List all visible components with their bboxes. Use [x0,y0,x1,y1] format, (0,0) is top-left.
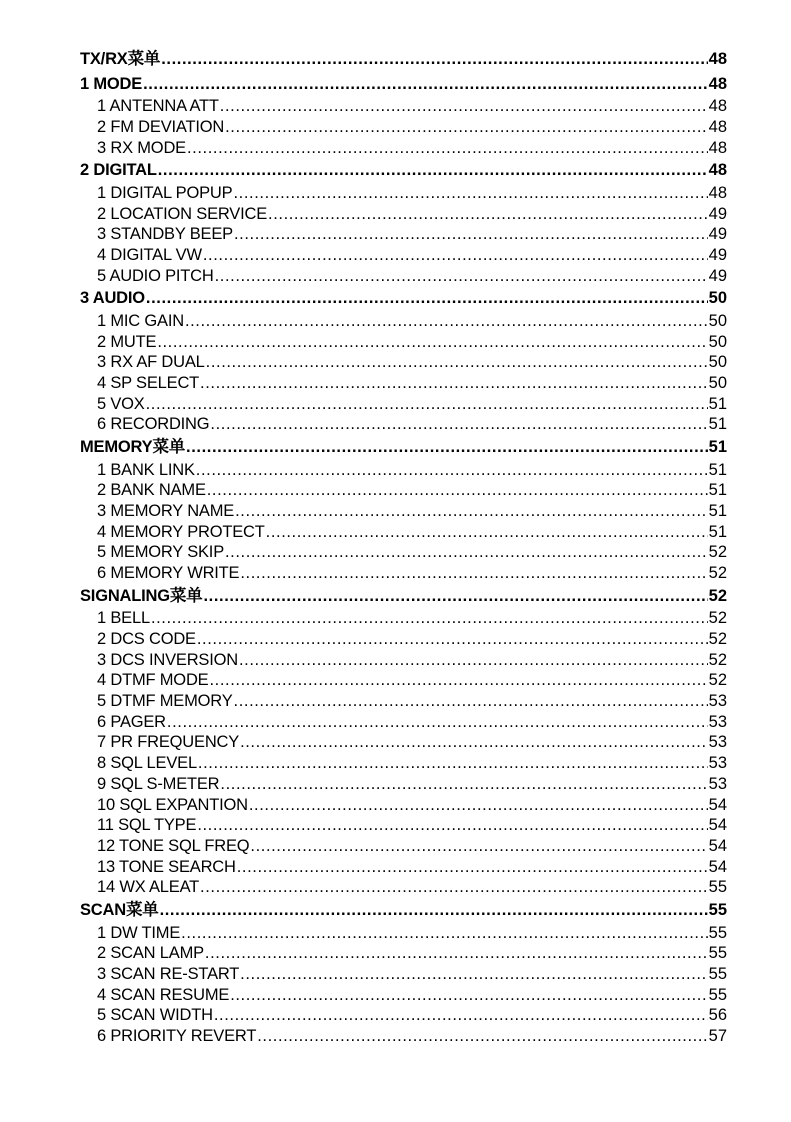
toc-entry-label: 5 VOX [97,394,145,413]
toc-entry-6-recording[interactable] [80,414,727,435]
dot-leader [203,245,708,266]
toc-entry-9-sql-s-meter[interactable] [80,774,727,795]
toc-page-number: 55 [708,900,727,919]
toc-entry-11-sql-type[interactable] [80,815,727,836]
toc-entry-3-memory-name[interactable] [80,501,727,522]
dot-leader [200,877,708,898]
dot-leader [157,332,707,353]
toc-entry-1-bank-link[interactable] [80,460,727,481]
toc-section-memory[interactable] [80,435,727,460]
toc-entry-5-dtmf-memory[interactable] [80,691,727,712]
toc-page-number: 50 [708,289,727,308]
toc-entry-label: 10 SQL EXPANTION [97,795,248,814]
toc-page-number: 48 [708,50,727,68]
toc-entry-2-dcs-code[interactable] [80,629,727,650]
dot-leader [181,923,707,944]
toc-page-number: 50 [708,332,727,351]
toc-section-label: 3 AUDIO [80,289,145,308]
toc-page-number: 48 [708,161,727,180]
toc-entry-label: 4 DTMF MODE [97,671,209,690]
toc-page-number: 53 [708,712,727,731]
dot-leader [240,732,708,753]
toc-entry-5-memory-skip[interactable] [80,542,727,563]
toc-entry-label: 14 WX ALEAT [97,878,200,897]
toc-page-number: 51 [708,501,727,520]
toc-entry-3-rx-mode[interactable] [80,138,727,159]
toc-section-label: 1 MODE [80,74,143,93]
dot-leader [230,985,707,1006]
dot-leader [203,584,707,609]
toc-page-number: 52 [708,564,727,583]
toc-entry-label: 6 MEMORY WRITE [97,564,240,583]
toc-entry-4-sp-select[interactable] [80,373,727,394]
toc-entry-3-rx-af-dual[interactable] [80,352,727,373]
dot-leader [161,47,707,72]
toc-entry-4-memory-protect[interactable] [80,522,727,543]
toc-page-number: 54 [708,795,727,814]
toc-entry-label: 1 DIGITAL POPUP [97,183,233,202]
toc-entry-12-tone-sql-freq[interactable] [80,836,727,857]
toc-entry-label: 3 RX MODE [97,138,186,157]
dot-leader [200,373,708,394]
toc-entry-label: 6 RECORDING [97,415,210,434]
dot-leader [249,795,708,816]
dot-leader [220,774,707,795]
toc-page-number: 51 [708,481,727,500]
toc-entry-14-wx-aleat[interactable] [80,877,727,898]
dot-leader [209,670,707,691]
toc-page-number: 48 [708,117,727,136]
dot-leader [146,394,708,415]
toc-entry-8-sql-level[interactable] [80,753,727,774]
toc-entry-5-audio-pitch[interactable] [80,266,727,287]
dot-leader [240,563,707,584]
toc-page-number: 53 [708,754,727,773]
dot-leader [198,753,708,774]
toc-section-2-digital[interactable] [80,158,727,183]
toc-entry-label: 3 RX AF DUAL [97,353,205,372]
toc-entry-label: 13 TONE SEARCH [97,857,236,876]
toc-entry-2-location-service[interactable] [80,204,727,225]
dot-leader [185,311,708,332]
dot-leader [225,117,708,138]
toc-page-number: 55 [708,878,727,897]
toc-page-number: 49 [708,245,727,264]
toc-page-number: 55 [708,944,727,963]
toc-page-number: 52 [708,586,727,605]
toc-page-number: 57 [708,1026,727,1045]
toc-entry-label: 11 SQL TYPE [97,816,197,835]
toc-entry-1-dw-time[interactable] [80,923,727,944]
toc-entry-3-dcs-inversion[interactable] [80,650,727,671]
toc-page-number: 49 [708,225,727,244]
toc-entry-label: 2 FM DEVIATION [97,117,225,136]
toc-page-number: 53 [708,733,727,752]
toc-page-number: 51 [708,460,727,479]
dot-leader [210,414,707,435]
toc-page-number: 51 [708,522,727,541]
toc-page-number: 48 [708,74,727,93]
toc-page-number: 55 [708,985,727,1004]
toc-page-number: 48 [708,138,727,157]
dot-leader [197,629,708,650]
toc-entry-2-scan-lamp[interactable] [80,943,727,964]
toc-entry-label: 1 BELL [97,609,150,628]
dot-leader [205,943,708,964]
toc-entry-label: 5 DTMF MEMORY [97,692,233,711]
dot-leader [250,836,707,857]
toc-entry-label: 2 LOCATION SERVICE [97,204,268,223]
toc-entry-label: 7 PR FREQUENCY [97,733,240,752]
toc-entry-label: 3 MEMORY NAME [97,501,235,520]
toc-entry-label: 4 SCAN RESUME [97,985,230,1004]
toc-entry-13-tone-search[interactable] [80,857,727,878]
toc-section-signaling[interactable] [80,584,727,609]
toc-page-number: 51 [708,415,727,434]
dot-leader [143,72,708,97]
toc-entry-label: 4 MEMORY PROTECT [97,522,265,541]
dot-leader [187,138,708,159]
toc-page-number: 52 [708,630,727,648]
toc-entry-1-digital-popup[interactable] [80,183,727,204]
toc-page-number: 48 [708,97,727,116]
toc-page-number: 54 [708,816,727,835]
toc-entry-5-vox[interactable] [80,394,727,415]
toc-entry-5-scan-width[interactable] [80,1005,727,1026]
dot-leader [158,158,708,183]
dot-leader [225,542,708,563]
toc-page-number: 52 [708,543,727,562]
toc-entry-label: 6 PAGER [97,712,166,731]
toc-section-1-mode[interactable] [80,72,727,97]
toc-page-number: 51 [708,438,727,456]
toc-entry-1-antenna-att[interactable] [80,96,727,117]
dot-leader [215,266,708,287]
toc-entry-label: 9 SQL S-METER [97,774,220,793]
toc-entry-10-sql-expantion[interactable] [80,795,727,816]
toc-entry-label: 1 MIC GAIN [97,311,184,330]
dot-leader [151,608,708,629]
toc-entry-label: 8 SQL LEVEL [97,754,197,773]
toc-entry-label: 3 STANDBY BEEP [97,225,233,244]
toc-entry-label: 5 MEMORY SKIP [97,543,224,562]
dot-leader [206,352,708,373]
toc-entry-1-mic-gain[interactable] [80,311,727,332]
dot-leader [266,522,708,543]
toc-page-number: 55 [708,923,727,942]
toc-section-tx-rx[interactable] [80,47,727,72]
toc-page-number: 49 [708,204,727,223]
dot-leader [207,480,708,501]
dot-leader [234,691,708,712]
toc-entry-6-pager[interactable] [80,712,727,733]
toc-entry-4-digital-vw[interactable] [80,245,727,266]
toc-page-number: 55 [708,964,727,983]
toc-entry-6-priority-revert[interactable] [80,1026,727,1047]
toc-page-number: 54 [708,857,727,876]
toc-entry-2-bank-name[interactable] [80,480,727,501]
toc-page-number: 52 [708,609,727,628]
toc-section-label: TX/RX菜单 [80,50,161,68]
toc-entry-label: 3 SCAN RE-START [97,964,240,983]
toc-page-number: 53 [708,692,727,711]
dot-leader [214,1005,708,1026]
toc-page-number: 52 [708,671,727,690]
dot-leader [239,650,708,671]
dot-leader [160,898,708,923]
toc-entry-label: 6 PRIORITY REVERT [97,1026,257,1045]
toc-entry-6-memory-write[interactable] [80,563,727,584]
toc-entry-4-dtmf-mode[interactable] [80,670,727,691]
dot-leader [237,857,708,878]
toc-entry-label: 4 DIGITAL VW [97,245,202,264]
dot-leader [196,460,708,481]
toc-page-number: 54 [708,836,727,855]
toc-section-label: SCAN菜单 [80,900,159,919]
dot-leader [220,96,708,117]
toc-entry-2-mute[interactable] [80,332,727,353]
toc-section-label: MEMORY菜单 [80,438,186,456]
toc-entry-label: 4 SP SELECT [97,373,200,392]
toc-entry-label: 2 DCS CODE [97,630,196,648]
dot-leader [186,435,708,460]
toc-entry-3-standby-beep[interactable] [80,224,727,245]
toc-page-number: 49 [708,266,727,285]
dot-leader [167,712,708,733]
toc-section-label: SIGNALING菜单 [80,586,203,605]
toc-entry-label: 3 DCS INVERSION [97,650,238,669]
toc-entry-1-bell[interactable] [80,608,727,629]
toc-entry-label: 2 BANK NAME [97,481,206,500]
dot-leader [234,224,708,245]
toc-entry-label: 2 SCAN LAMP [97,944,204,963]
toc-entry-3-scan-re-start[interactable] [80,964,727,985]
toc-page-number: 50 [708,311,727,330]
toc-entry-2-fm-deviation[interactable] [80,117,727,138]
dot-leader [268,204,708,225]
toc-page-number: 50 [708,353,727,372]
toc-page-number: 52 [708,650,727,669]
toc-section-3-audio[interactable] [80,286,727,311]
toc-entry-label: 5 SCAN WIDTH [97,1006,213,1025]
toc-page-number: 56 [708,1006,727,1025]
dot-leader [233,183,707,204]
toc-page-number: 53 [708,774,727,793]
toc-entry-label: 2 MUTE [97,332,157,351]
toc-entry-label: 12 TONE SQL FREQ [97,836,250,855]
dot-leader [240,964,707,985]
toc-entry-label: 1 DW TIME [97,923,181,942]
toc-page-number: 51 [708,394,727,413]
dot-leader [257,1026,707,1047]
toc-entry-label: 1 BANK LINK [97,460,195,479]
toc-entry-7-pr-frequency[interactable] [80,732,727,753]
toc-section-label: 2 DIGITAL [80,161,157,180]
toc-page-number: 50 [708,373,727,392]
toc-page-number: 48 [708,183,727,202]
dot-leader [146,286,708,311]
dot-leader [197,815,707,836]
toc-entry-label: 5 AUDIO PITCH [97,266,214,285]
dot-leader [235,501,708,522]
table-of-contents [80,47,727,1047]
toc-entry-4-scan-resume[interactable] [80,985,727,1006]
toc-section-scan[interactable] [80,898,727,923]
toc-entry-label: 1 ANTENNA ATT [97,97,219,116]
